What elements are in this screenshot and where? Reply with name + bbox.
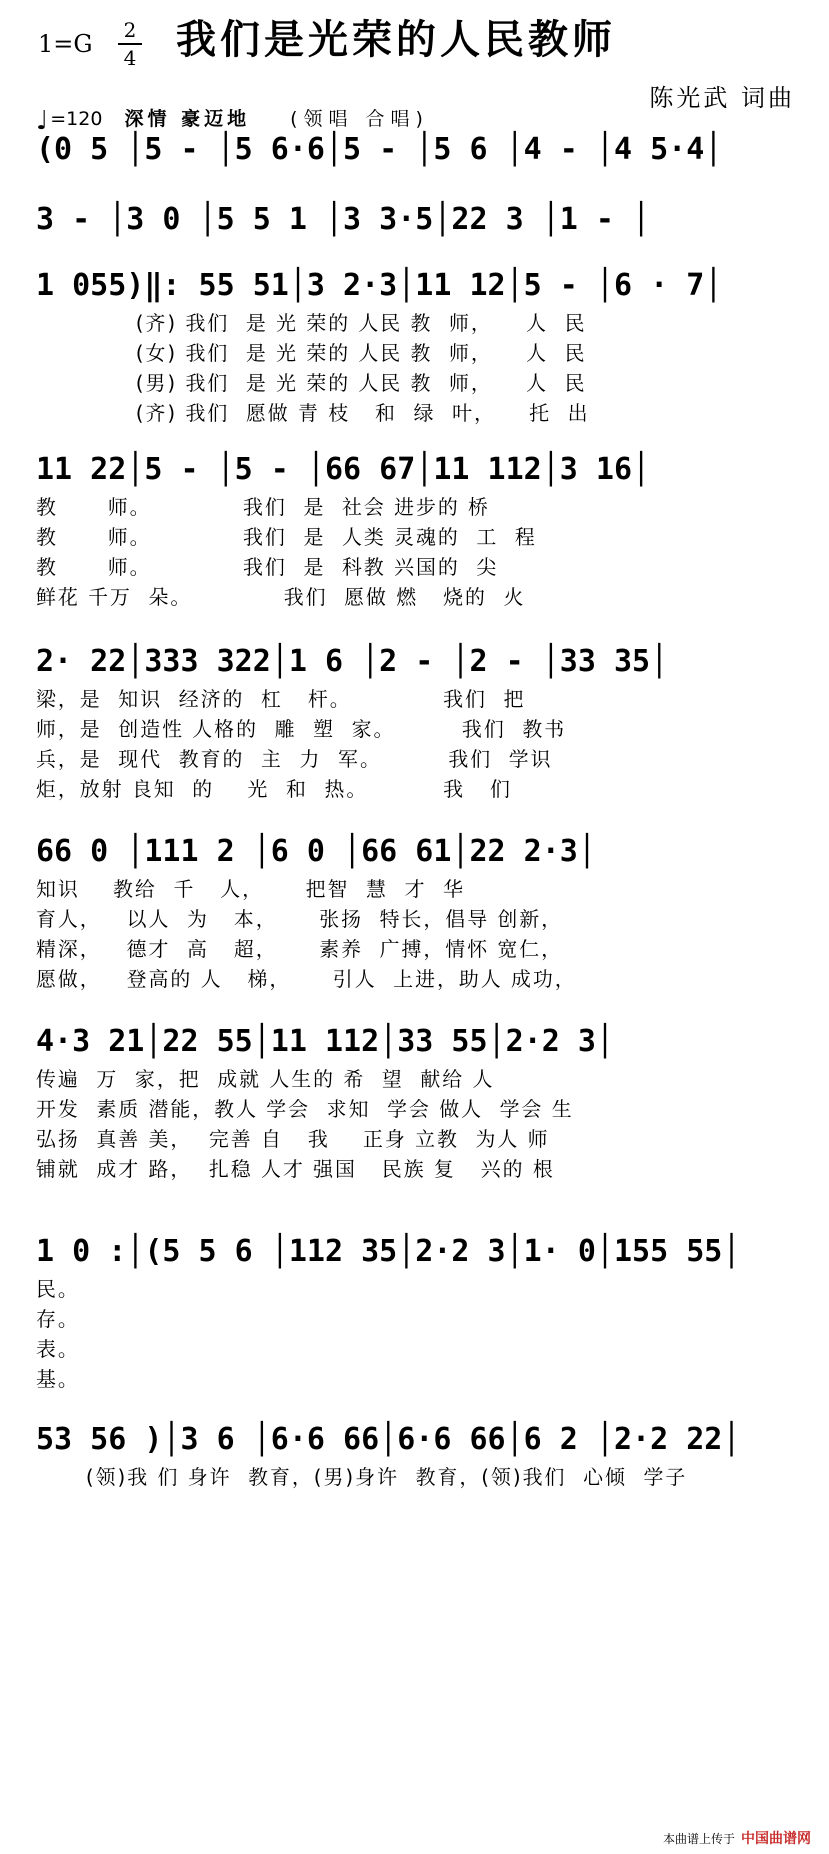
footer-text: 本曲谱上传于 [662, 1832, 735, 1846]
notation-row [36, 830, 796, 874]
tempo-mood: 深情 豪迈地 [124, 108, 251, 130]
time-signature-bottom: 4 [123, 46, 137, 70]
score-header [0, 0, 829, 140]
lyric-line: 教 师。 我们 是 社会 进步的 桥 [36, 495, 490, 519]
song-title: 我们是光荣的人民教师 [176, 17, 616, 63]
lyric-line: 愿做， 登高的 人 梯， 引人 上进，助人 成功， [36, 967, 577, 991]
lyric-line: 师，是 创造性 人格的 雕 塑 家。 我们 教书 [36, 717, 567, 741]
notation-text: 53 56 )│3 6 │6·6 66│6·6 66│6 2 │2·2 22│ [36, 1422, 741, 1457]
notation-text: 11 22│5 - │5 - │66 67│11 112│3 16│ [36, 452, 651, 487]
notation-text: 2· 22│333 322│1 6 │2 - │2 - │33 35│ [36, 644, 669, 679]
score-system [36, 198, 796, 242]
lyric-line: 弘扬 真善 美， 完善 自 我 正身 立教 为人 师 [36, 1127, 550, 1151]
lyric-line: 铺就 成才 路， 扎稳 人才 强国 民族 复 兴的 根 [36, 1157, 555, 1181]
lyric-line: 梁，是 知识 经济的 杠 杆。 我们 把 [36, 687, 526, 711]
key-signature: 1=G [38, 30, 93, 58]
lyric-line: 传遍 万 家，把 成就 人生的 希 望 献给 人 [36, 1067, 495, 1091]
lyric-line: (齐) 我们 是 光 荣的 人民 教 师， 人 民 [36, 311, 587, 335]
lyric-line: 开发 素质 潜能，教人 学会 求知 学会 做人 学会 生 [36, 1097, 574, 1121]
notation-row [36, 1418, 796, 1462]
lyric-line: (齐) 我们 愿做 青 枝 和 绿 叶， 托 出 [36, 401, 590, 425]
lyric-line: 教 师。 我们 是 科教 兴国的 尖 [36, 555, 499, 579]
notation-text: 1 055)‖: 55 51│3 2·3│11 12│5 - │6 · 7│ [36, 268, 723, 303]
lyric-line: (男) 我们 是 光 荣的 人民 教 师， 人 民 [36, 371, 587, 395]
notation-text: 1 0 :│(5 5 6 │112 35│2·2 3│1· 0│155 55│ [36, 1234, 741, 1269]
quarter-note-icon: ♩ [36, 106, 49, 136]
lyric-line: 存。 [36, 1307, 80, 1331]
lyric-line: (领)我 们 身许 教育，(男)身许 教育，(领)我们 心倾 学子 [36, 1465, 688, 1489]
score-system [36, 1020, 796, 1184]
lyric-line: 表。 [36, 1337, 80, 1361]
tempo-value: =120 [50, 108, 103, 130]
notation-row [36, 128, 796, 172]
song-author: 陈光武 词曲 [649, 84, 795, 112]
notation-row [36, 1230, 796, 1274]
lyric-line: 基。 [36, 1367, 80, 1391]
lyric-line: 知识 教给 千 人， 把智 慧 才 华 [36, 877, 466, 901]
score-system [36, 640, 796, 804]
notation-row [36, 198, 796, 242]
score-system [36, 128, 796, 172]
lyric-line: 育人， 以人 为 本， 张扬 特长，倡导 创新， [36, 907, 564, 931]
time-signature [118, 18, 142, 70]
notation-text: 4·3 21│22 55│11 112│33 55│2·2 3│ [36, 1024, 614, 1059]
notation-row [36, 264, 796, 308]
performance-mode: (领唱 合唱) [290, 108, 429, 130]
time-signature-bar [118, 43, 142, 45]
lyric-line: 炬，放射 良知 的 光 和 热。 我 们 [36, 777, 512, 801]
lyric-line: 兵，是 现代 教育的 主 力 军。 我们 学识 [36, 747, 553, 771]
lyric-line: 民。 [36, 1277, 80, 1301]
lyric-line: (女) 我们 是 光 荣的 人民 教 师， 人 民 [36, 341, 587, 365]
score-system [36, 1418, 796, 1492]
notation-text: 66 0 │111 2 │6 0 │66 61│22 2·3│ [36, 834, 596, 869]
page-footer [663, 1828, 811, 1848]
score-system [36, 1230, 796, 1394]
score-system [36, 830, 796, 994]
notation-row [36, 640, 796, 684]
site-logo: 中国曲谱网 [741, 1831, 811, 1847]
notation-row [36, 448, 796, 492]
score-system [36, 448, 796, 612]
score-system [36, 264, 796, 428]
time-signature-top: 2 [123, 18, 137, 42]
notation-text: (0 5 │5 - │5 6·6│5 - │5 6 │4 - │4 5·4│ [36, 132, 723, 167]
notation-text: 3 - │3 0 │5 5 1 │3 3·5│22 3 │1 - │ [36, 202, 651, 237]
notation-row [36, 1020, 796, 1064]
lyric-line: 教 师。 我们 是 人类 灵魂的 工 程 [36, 525, 537, 549]
lyric-line: 精深， 德才 高 超， 素养 广搏，情怀 宽仁， [36, 937, 564, 961]
lyric-line: 鲜花 千万 朵。 我们 愿做 燃 烧的 火 [36, 585, 526, 609]
